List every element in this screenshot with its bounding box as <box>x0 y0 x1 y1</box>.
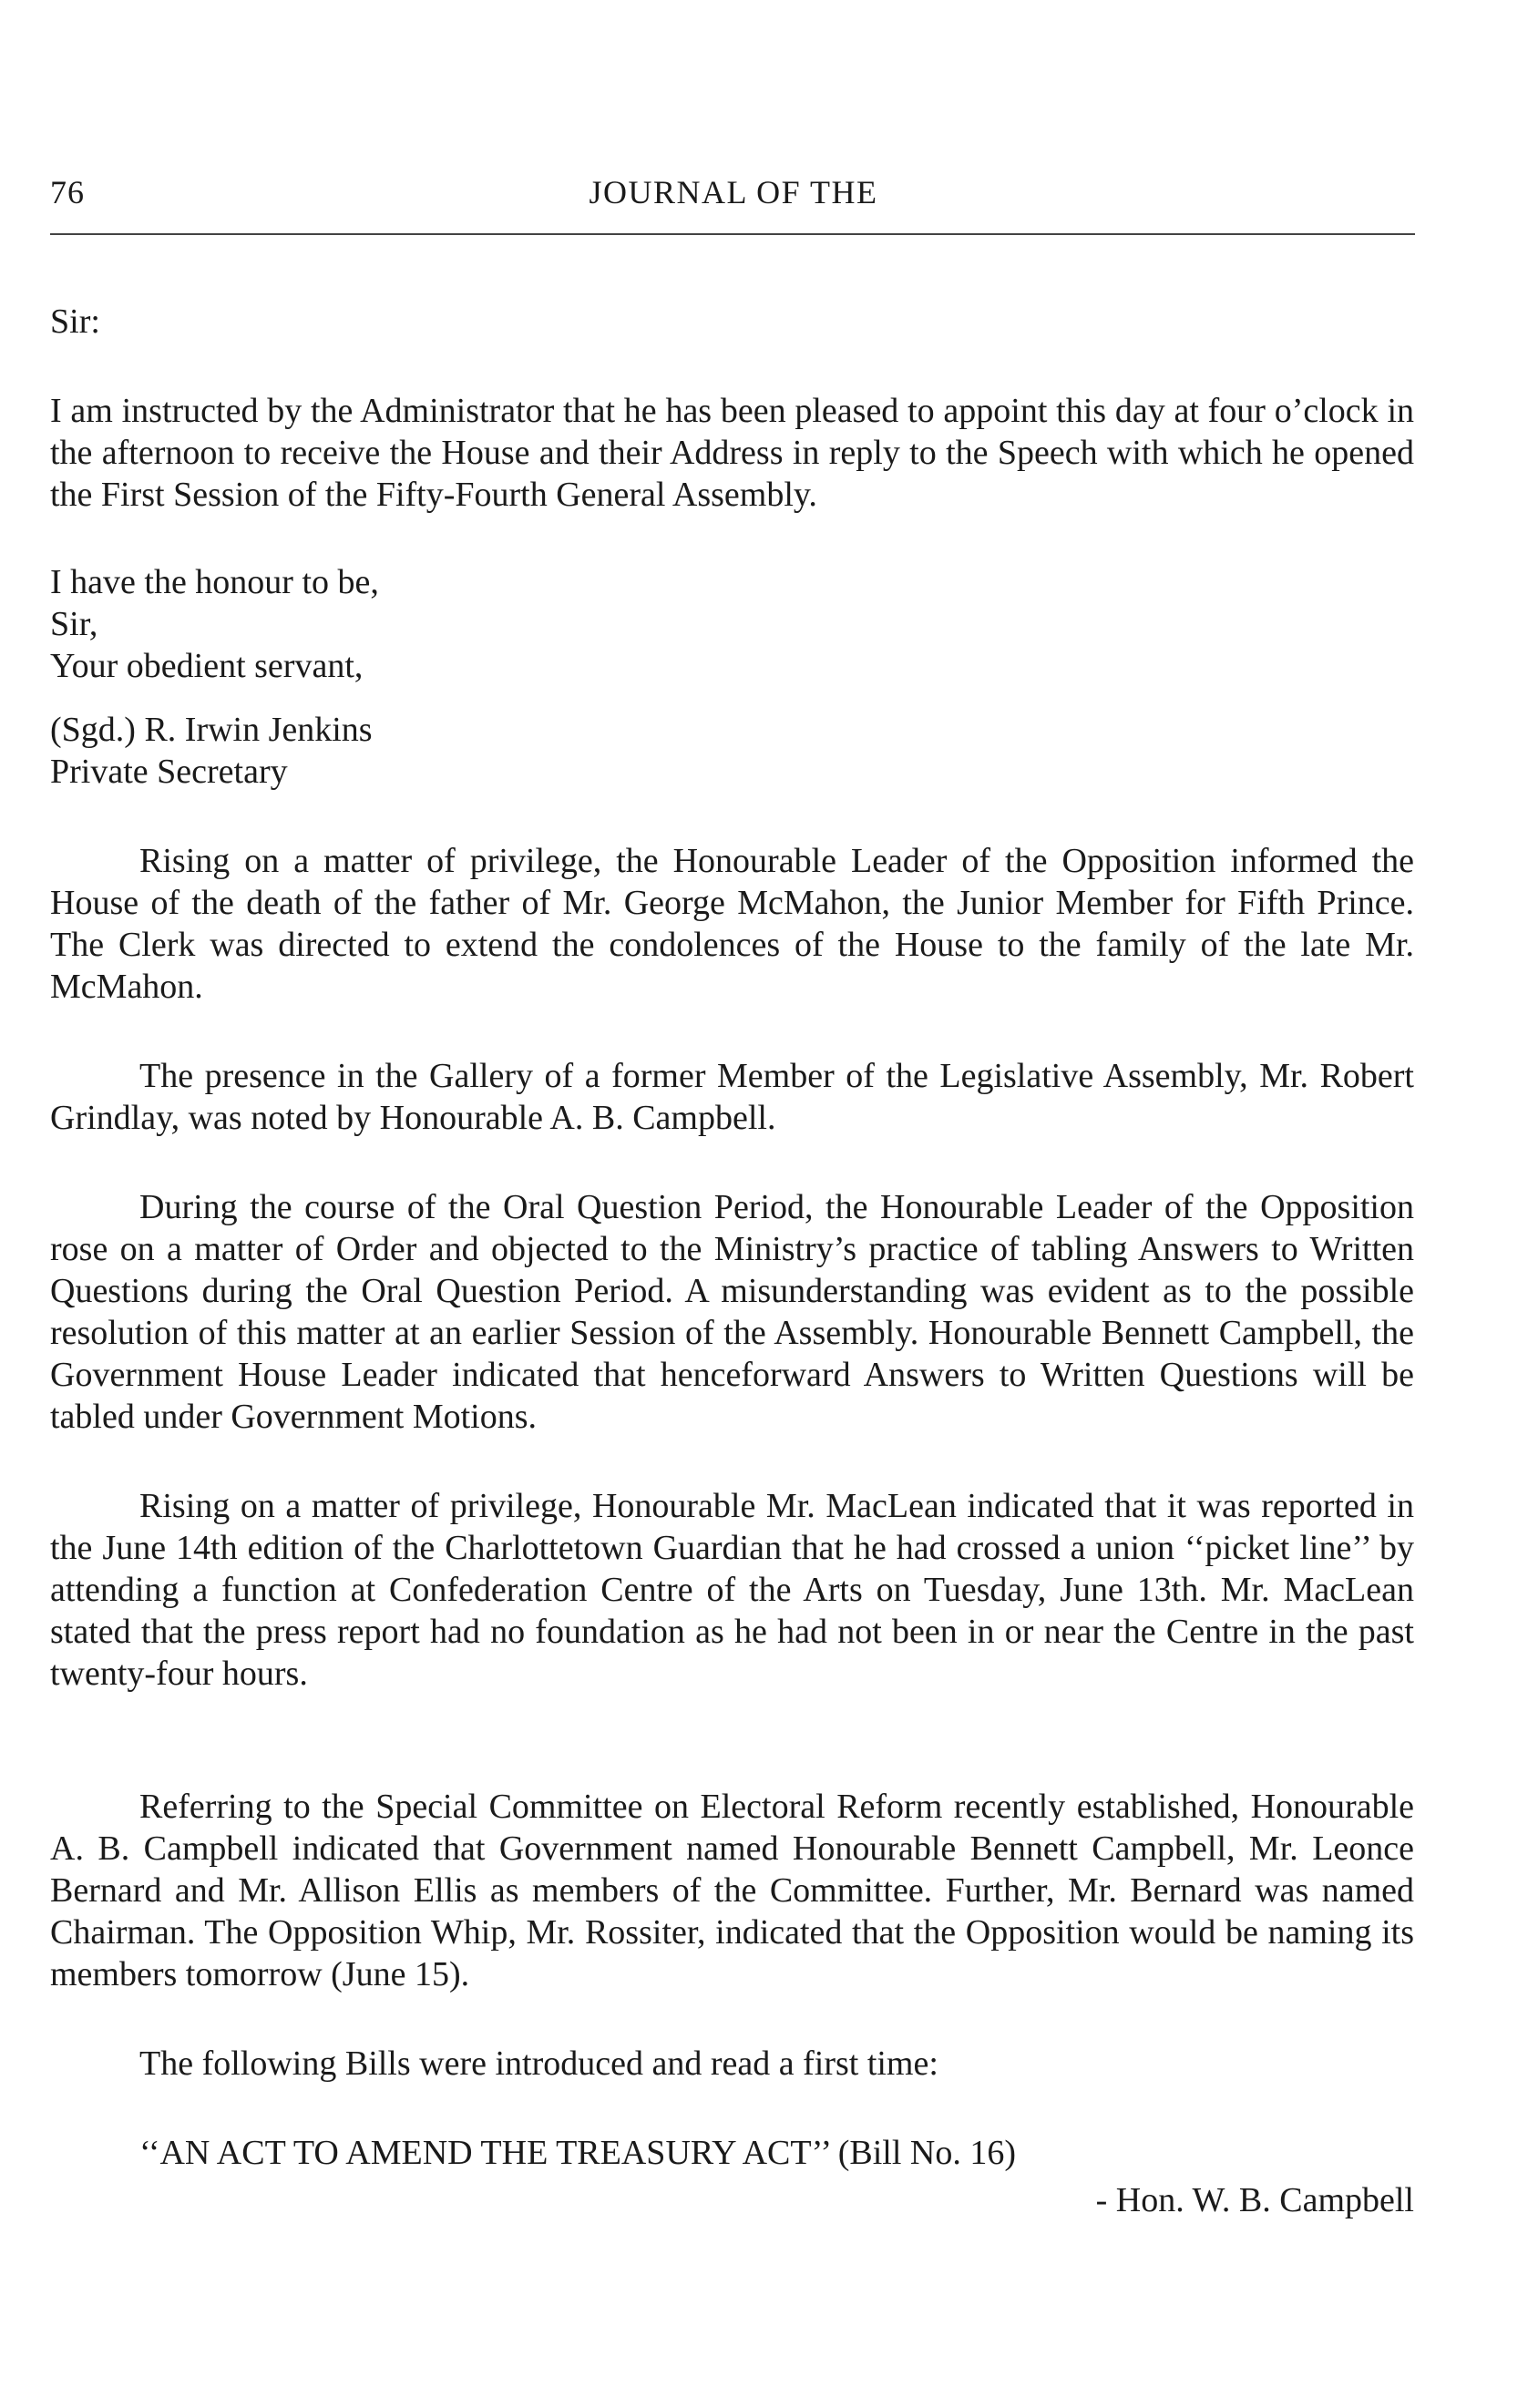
letter-body: I am instructed by the Administrator that he has been pleased to appoint this day at four o’clock in the afternoon to receive the House and their Address in reply to the Speech with which he opened the First Session of the Fifty-Fourth General Assembly. <box>50 392 1414 514</box>
journal-paragraph: Rising on a matter of privilege, the Honourable Leader of the Opposition informed the House of the death of the father of Mr. George McMahon, the Junior Member for Fifth Prince. The Clerk was directed to extend the condolences of the House to the family of the late Mr. McMahon. <box>50 842 1414 1006</box>
journal-paragraph: Referring to the Special Committee on Electoral Reform recently established, Honourable A. B. Campbell indicated that Government named Honourable Bennett Campbell, Mr. Leonce Bernard and Mr. Allison Ellis as members of the Committee. Further, Mr. Bernard was named Chairman. The Opposition Whip, Mr. Rossiter, indicated that the Opposition would be naming its members tomorrow (June 15). <box>50 1788 1414 1993</box>
letter-closing-line: Your obedient servant, <box>50 647 364 685</box>
journal-paragraph: The following Bills were introduced and read a first time: <box>139 2044 938 2083</box>
page-number: 76 <box>50 174 85 210</box>
journal-paragraph: The presence in the Gallery of a former Member of the Legislative Assembly, Mr. Robert Grindlay, was noted by Honourable A. B. Campbell. <box>50 1057 1414 1137</box>
letter-signature: (Sgd.) R. Irwin Jenkins <box>50 711 373 749</box>
bill-sponsor: - Hon. W. B. Campbell <box>1095 2181 1414 2219</box>
running-title: JOURNAL OF THE <box>589 174 878 210</box>
header-rule <box>50 233 1415 235</box>
page-header <box>50 173 1417 219</box>
journal-paragraph: Rising on a matter of privilege, Honourable Mr. MacLean indicated that it was reported in the June 14th edition of the Charlottetown Guardian that he had crossed a union ‘‘picket line’’ by attending a function at Confederation Centre of the Arts on Tuesday, June 13th. Mr. MacLean stated that the press report had no foundation as he had not been in or near the Centre in the past twenty-four hours. <box>50 1487 1414 1693</box>
body-text <box>50 301 1414 2221</box>
letter-salutation: Sir: <box>50 302 100 341</box>
bill-title: ‘‘AN ACT TO AMEND THE TREASURY ACT’’ (Bill No. 16) <box>139 2134 1017 2172</box>
journal-paragraph: During the course of the Oral Question Period, the Honourable Leader of the Opposition rose on a matter of Order and objected to the Ministry’s practice of tabling Answers to Written Questions during the Oral Question Period. A misunderstanding was evident as to the possible resolution of this matter at an earlier Session of the Assembly. Honourable Bennett Campbell, the Government House Leader indicated that henceforward Answers to Written Questions will be tabled under Government Motions. <box>50 1188 1414 1436</box>
letter-closing-line: I have the honour to be, <box>50 563 379 601</box>
letter-signature-title: Private Secretary <box>50 753 288 791</box>
letter-closing-line: Sir, <box>50 605 98 643</box>
